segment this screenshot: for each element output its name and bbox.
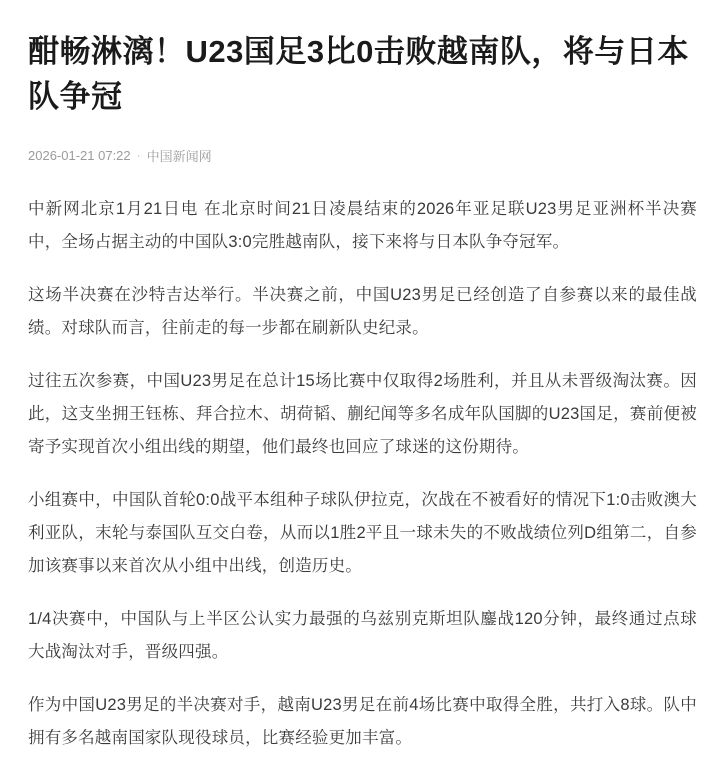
article-body xyxy=(28,193,697,755)
article-paragraph: 小组赛中，中国队首轮0:0战平本组种子球队伊拉克，次战在不被看好的情况下1:0击败澳大利亚队，末轮与泰国队互交白卷，从而以1胜2平且一球未失的不败战绩位列D组第二，自参加该赛事以来首次从小组中出线，创造历史。 xyxy=(28,490,697,575)
publish-timestamp: 2026-01-21 07:22 xyxy=(28,147,131,163)
article-paragraph: 中新网北京1月21日电 在北京时间21日凌晨结束的2026年亚足联U23男足亚洲杯半决赛中，全场占据主动的中国队3:0完胜越南队，接下来将与日本队争夺冠军。 xyxy=(28,199,697,251)
article-meta xyxy=(28,146,697,165)
article-paragraph: 这场半决赛在沙特吉达举行。半决赛之前，中国U23男足已经创造了自参赛以来的最佳战绩。对球队而言，往前走的每一步都在刷新队史纪录。 xyxy=(28,285,697,337)
page-title: 酣畅淋漓！U23国足3比0击败越南队，将与日本队争冠 xyxy=(28,34,689,114)
article-paragraph: 作为中国U23男足的半决赛对手，越南U23男足在前4场比赛中取得全胜，共打入8球。队中拥有多名越南国家队现役球员，比赛经验更加丰富。 xyxy=(28,695,697,747)
article-paragraph: 过往五次参赛，中国U23男足在总计15场比赛中仅取得2场胜利，并且从未晋级淘汰赛。因此，这支坐拥王钰栋、拜合拉木、胡荷韬、蒯纪闻等多名成年队国脚的U23国足，赛前便被寄予实现首次小组出线的期望，他们最终也回应了球迷的这份期待。 xyxy=(28,371,697,456)
meta-separator: · xyxy=(136,148,141,163)
article-source[interactable]: 中国新闻网 xyxy=(146,148,212,164)
article-paragraph: 1/4决赛中，中国队与上半区公认实力最强的乌兹别克斯坦队鏖战120分钟，最终通过点球大战淘汰对手，晋级四强。 xyxy=(28,609,697,661)
